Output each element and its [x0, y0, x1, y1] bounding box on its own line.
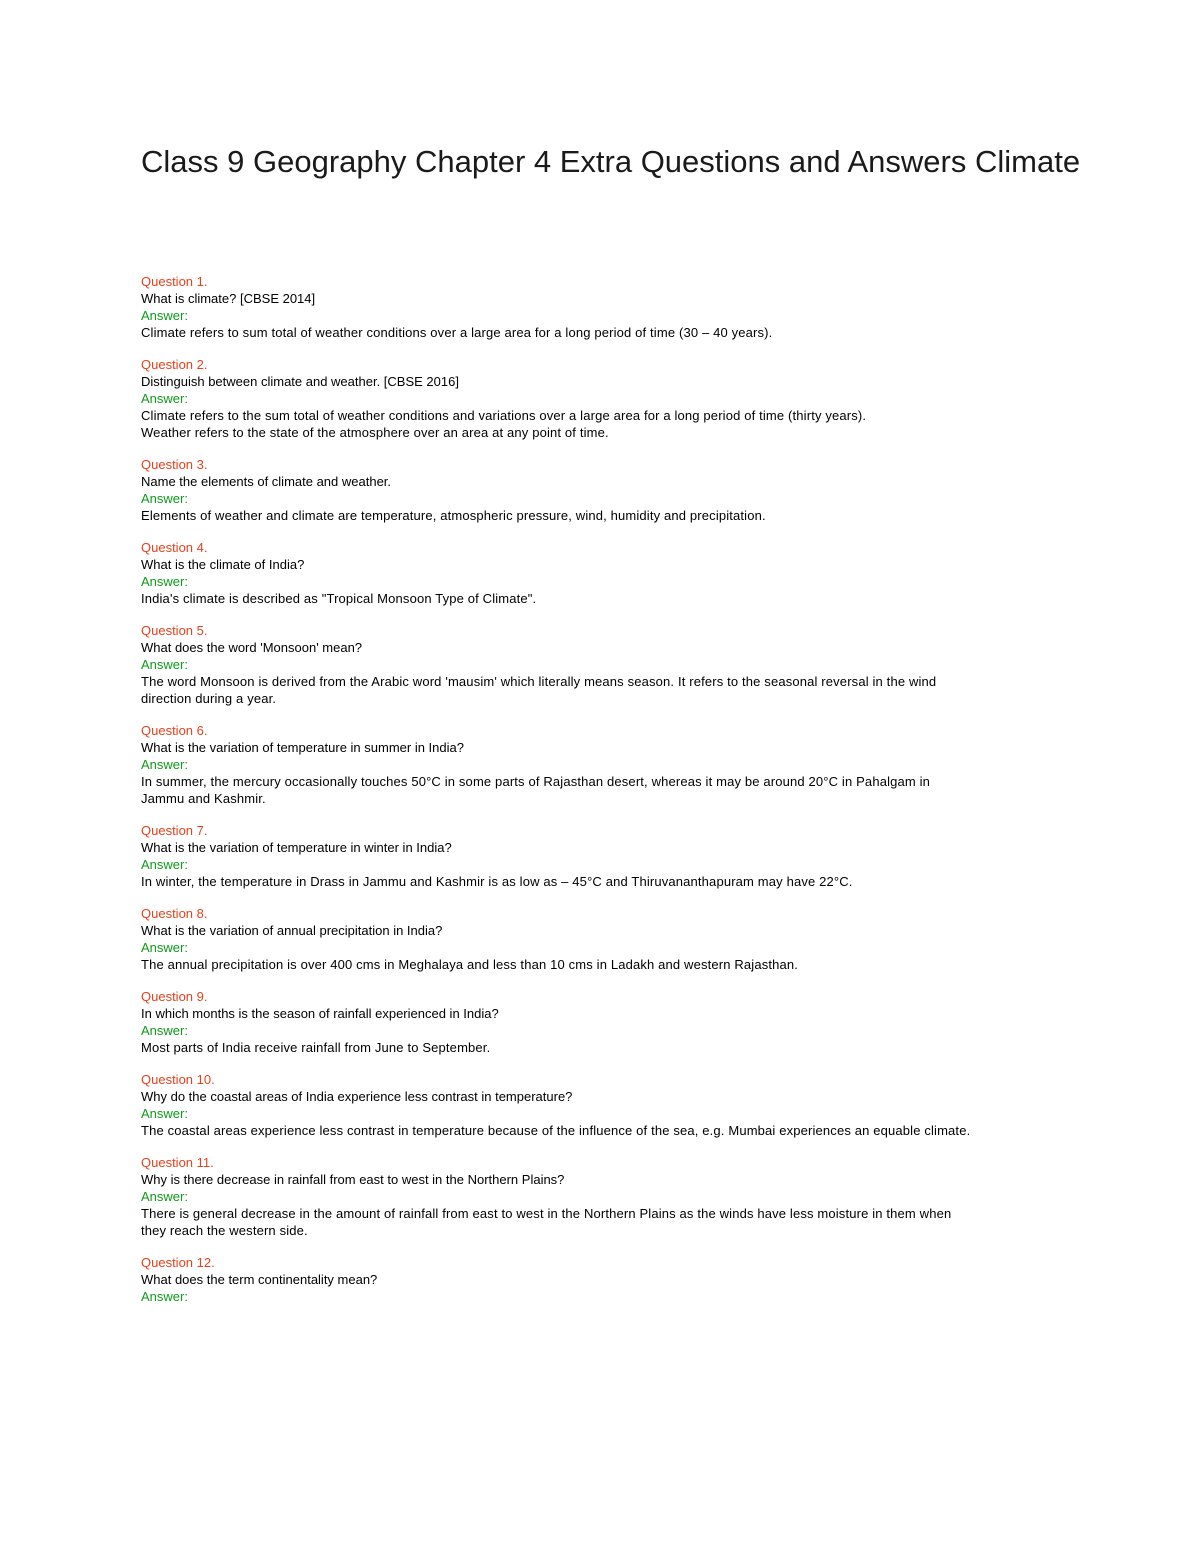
- question-block: [141, 539, 1081, 607]
- question-label: Question 11.: [141, 1155, 214, 1170]
- answer-text: Most parts of India receive rainfall from June to September.: [141, 1040, 491, 1055]
- answer-text: In summer, the mercury occasionally touches 50°C in some parts of Rajasthan desert, whereas it may be around 20°C in Pahalgam in: [141, 774, 931, 789]
- question-label: Question 6.: [141, 723, 208, 738]
- answer-text: There is general decrease in the amount of rainfall from east to west in the Northern Plains as the winds have less moisture in them when: [141, 1206, 952, 1221]
- question-block: [141, 456, 1081, 524]
- question-block: [141, 1254, 1081, 1305]
- question-text: What does the term continentality mean?: [141, 1272, 378, 1287]
- question-label: Question 2.: [141, 357, 208, 372]
- question-block: [141, 622, 1081, 707]
- question-text: Name the elements of climate and weather.: [141, 474, 392, 489]
- question-text: What is climate? [CBSE 2014]: [141, 291, 316, 306]
- question-list: [141, 273, 1081, 1320]
- question-label: Question 5.: [141, 623, 208, 638]
- answer-label: Answer:: [141, 491, 188, 506]
- answer-label: Answer:: [141, 308, 188, 323]
- question-text: Distinguish between climate and weather. [CBSE 2016]: [141, 374, 459, 389]
- answer-text: In winter, the temperature in Drass in Jammu and Kashmir is as low as – 45°C and Thiruvananthapuram may have 22°C.: [141, 874, 853, 889]
- question-block: [141, 273, 1081, 341]
- answer-text: direction during a year.: [141, 691, 277, 706]
- answer-text: India's climate is described as "Tropical Monsoon Type of Climate".: [141, 591, 537, 606]
- question-block: [141, 1154, 1081, 1239]
- answer-text: they reach the western side.: [141, 1223, 308, 1238]
- question-label: Question 1.: [141, 274, 208, 289]
- answer-label: Answer:: [141, 657, 188, 672]
- question-label: Question 3.: [141, 457, 208, 472]
- question-block: [141, 722, 1081, 807]
- question-text: What is the variation of temperature in winter in India?: [141, 840, 452, 855]
- question-block: [141, 1071, 1081, 1139]
- question-text: What is the variation of temperature in summer in India?: [141, 740, 464, 755]
- question-label: Question 9.: [141, 989, 208, 1004]
- question-text: What is the climate of India?: [141, 557, 305, 572]
- answer-text: Climate refers to the sum total of weather conditions and variations over a large area for a long period of time (thirty years).: [141, 408, 867, 423]
- question-label: Question 4.: [141, 540, 208, 555]
- question-block: [141, 356, 1081, 441]
- question-text: Why do the coastal areas of India experience less contrast in temperature?: [141, 1089, 573, 1104]
- answer-label: Answer:: [141, 1189, 188, 1204]
- answer-label: Answer:: [141, 391, 188, 406]
- question-block: [141, 822, 1081, 890]
- answer-label: Answer:: [141, 1289, 188, 1304]
- answer-label: Answer:: [141, 940, 188, 955]
- page-title: Class 9 Geography Chapter 4 Extra Questions and Answers Climate: [141, 144, 1081, 179]
- answer-text: Elements of weather and climate are temperature, atmospheric pressure, wind, humidity and precipitation.: [141, 508, 766, 523]
- question-block: [141, 905, 1081, 973]
- answer-label: Answer:: [141, 757, 188, 772]
- answer-label: Answer:: [141, 1023, 188, 1038]
- question-block: [141, 988, 1081, 1056]
- answer-label: Answer:: [141, 574, 188, 589]
- question-label: Question 10.: [141, 1072, 215, 1087]
- answer-label: Answer:: [141, 1106, 188, 1121]
- answer-text: Jammu and Kashmir.: [141, 791, 266, 806]
- answer-label: Answer:: [141, 857, 188, 872]
- answer-text: Weather refers to the state of the atmosphere over an area at any point of time.: [141, 425, 609, 440]
- question-text: What is the variation of annual precipitation in India?: [141, 923, 443, 938]
- answer-text: Climate refers to sum total of weather conditions over a large area for a long period of time (30 – 40 years).: [141, 325, 773, 340]
- answer-text: The annual precipitation is over 400 cms in Meghalaya and less than 10 cms in Ladakh and western Rajasthan.: [141, 957, 799, 972]
- question-text: What does the word 'Monsoon' mean?: [141, 640, 363, 655]
- question-label: Question 7.: [141, 823, 208, 838]
- question-text: Why is there decrease in rainfall from east to west in the Northern Plains?: [141, 1172, 565, 1187]
- question-label: Question 12.: [141, 1255, 215, 1270]
- answer-text: The word Monsoon is derived from the Arabic word 'mausim' which literally means season. It refers to the seasonal reversal in the wind: [141, 674, 937, 689]
- answer-text: The coastal areas experience less contrast in temperature because of the influence of the sea, e.g. Mumbai experiences an equable climate.: [141, 1123, 971, 1138]
- question-label: Question 8.: [141, 906, 208, 921]
- question-text: In which months is the season of rainfall experienced in India?: [141, 1006, 499, 1021]
